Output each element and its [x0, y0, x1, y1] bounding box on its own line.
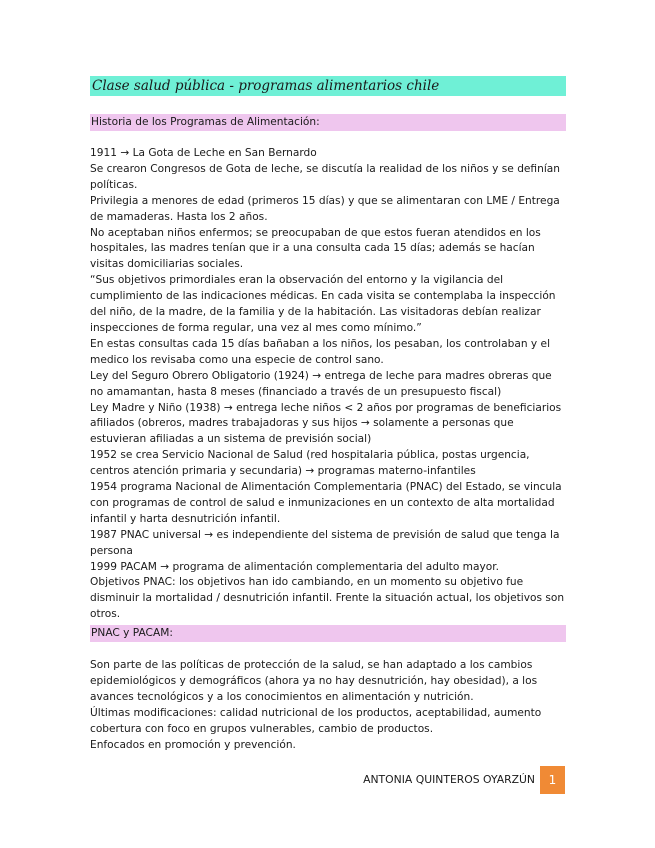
footer-author: ANTONIA QUINTEROS OYARZÚN: [363, 773, 535, 786]
section-heading-pnac-pacam: PNAC y PACAM:: [90, 625, 566, 642]
page-footer: [0, 766, 565, 794]
section-body-history: 1911 → La Gota de Leche en San Bernardo Se crearon Congresos de Gota de leche, se discutía la realidad de los niños y se definían políticas. Privilegia a menores de edad (primeros 15 días) y que se alimentaran con LME / Entrega de mamaderas. Hasta los 2 años. No aceptaban niños enfermos; se preocupaban de que estos fueran atendidos en los hospitales, las madres tenían que ir a una consulta cada 15 días; además se hacían visitas domiciliarias sociales. “Sus objetivos primordiales eran la observación del entorno y la vigilancia del cumplimiento de las indicaciones médicas. En cada visita se contemplaba la inspección del niño, de la madre, de la familia y de la habitación. Las visitadoras debían realizar inspecciones de forma regular, una vez al mes como mínimo.” En estas consultas cada 15 días bañaban a los niños, los pesaban, los controlaban y el medico los revisaba como una especie de control sano. Ley del Seguro Obrero Obligatorio (1924) → entrega de leche para madres obreras que no amamantan, hasta 8 meses (financiado a través de un presupuesto fiscal) Ley Madre y Niño (1938) → entrega leche niños < 2 años por programas de beneficiarios afiliados (obreros, madres trabajadoras y sus hijos → solamente a personas que estuvieran afiliadas a un sistema de previsión social) 1952 se crea Servicio Nacional de Salud (red hospitalaria pública, postas urgencia, centros atención primaria y secundaria) → programas materno-infantiles 1954 programa Nacional de Alimentación Complementaria (PNAC) del Estado, se vincula con programas de control de salud e inmunizaciones en un contexto de alta mortalidad infantil y harta desnutrición infantil. 1987 PNAC universal → es independiente del sistema de previsión de salud que tenga la persona 1999 PACAM → programa de alimentación complementaria del adulto mayor. Objetivos PNAC: los objetivos han ido cambiando, en un momento su objetivo fue disminuir la mortalidad / desnutrición infantil. Frente la situación actual, los objetivos son otros.: [90, 147, 565, 621]
section-heading-history: Historia de los Programas de Alimentación:: [90, 114, 566, 131]
section-body-pnac-pacam: Son parte de las políticas de protección de la salud, se han adaptado a los cambios epidemiológicos y demográficos (ahora ya no hay desnutrición, hay obesidad), a los avances tecnológicos y a los conocimientos en alimentación y nutrición. Últimas modificaciones: calidad nutricional de los productos, aceptabilidad, aumento cobertura con foco en grupos vulnerables, cambio de productos. Enfocados en promoción y prevención.: [90, 659, 542, 751]
document-title: Clase salud pública - programas alimentarios chile: [90, 76, 566, 96]
page-number-badge: 1: [540, 766, 565, 794]
document-page: [90, 76, 566, 754]
